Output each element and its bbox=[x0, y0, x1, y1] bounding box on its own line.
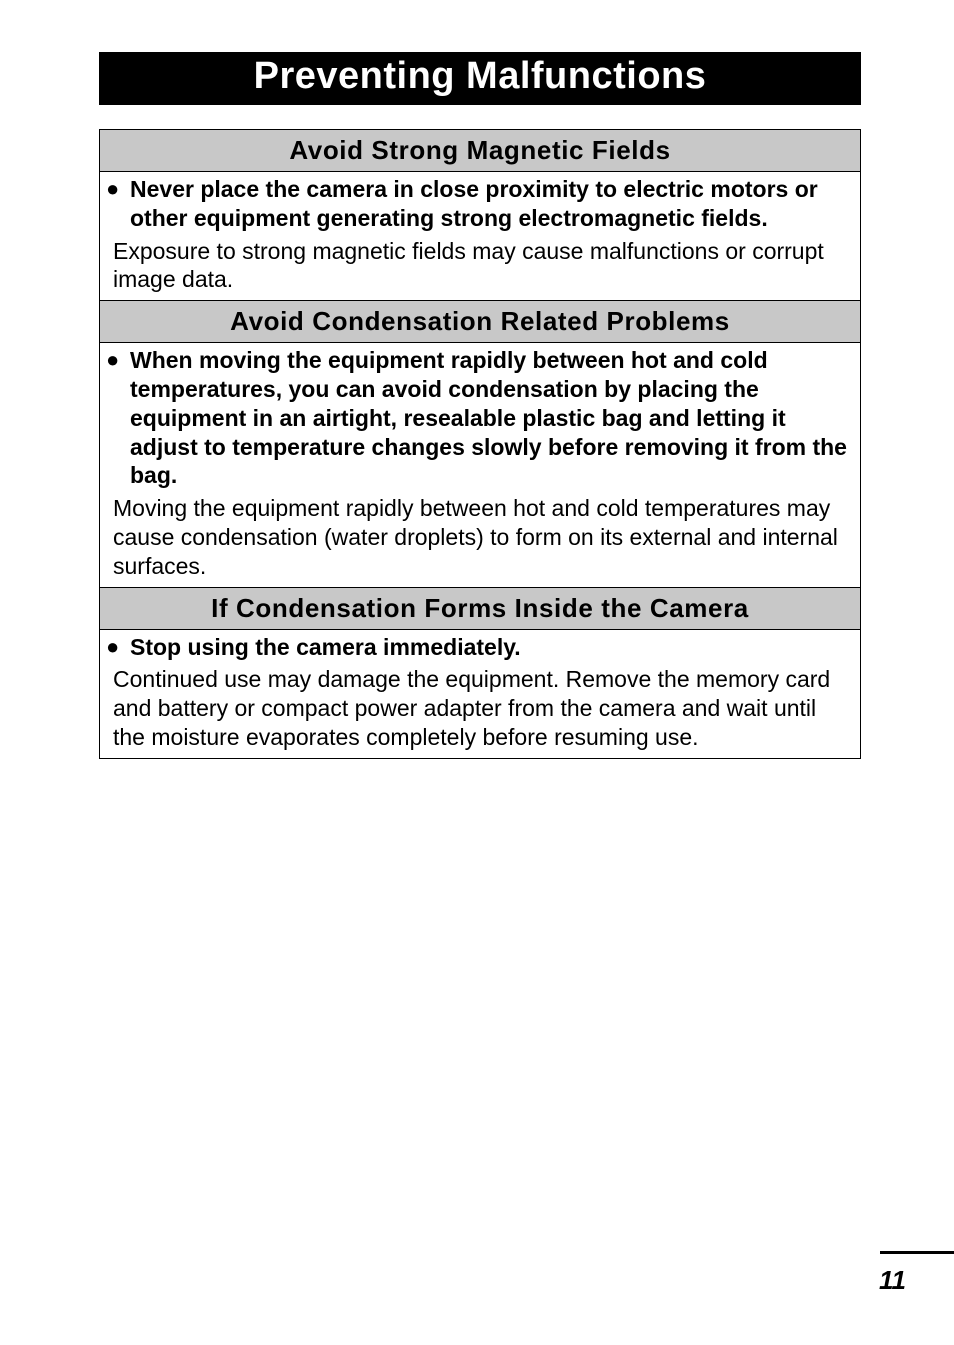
bullet-dot-icon: ● bbox=[106, 633, 120, 659]
section-header-condensation-inside: If Condensation Forms Inside the Camera bbox=[100, 588, 860, 630]
section-body-magnetic-fields bbox=[100, 172, 860, 301]
bullet-item bbox=[106, 346, 852, 490]
bullet-text: When moving the equipment rapidly between hot and cold temperatures, you can avoid condensation by placing the equipment in an airtight, resealable plastic bag and letting it adjust to temperature changes slowly before removing it from the bag. bbox=[130, 347, 847, 489]
bullet-dot-icon: ● bbox=[106, 176, 120, 201]
section-body-condensation bbox=[100, 343, 860, 587]
page-number: 11 bbox=[879, 1265, 906, 1295]
bullet-text: Stop using the camera immediately. bbox=[130, 633, 521, 660]
bullet-dot-icon: ● bbox=[106, 347, 120, 373]
note-text: Continued use may damage the equipment. Remove the memory card and battery or compact power adapter from the camera and wait until the moisture evaporates completely before resuming use. bbox=[113, 666, 831, 750]
bullet-item bbox=[106, 633, 852, 662]
bullet-text: Never place the camera in close proximity to electric motors or other equipment generating strong electromagnetic fields. bbox=[130, 176, 818, 231]
section-body-condensation-inside bbox=[100, 630, 860, 758]
section-header-magnetic-fields: Avoid Strong Magnetic Fields bbox=[100, 130, 860, 172]
note-text: Moving the equipment rapidly between hot and cold temperatures may cause condensation (water droplets) to form on its external and internal surfaces. bbox=[113, 495, 838, 579]
page-number-rule bbox=[880, 1251, 954, 1254]
page-title: Preventing Malfunctions bbox=[99, 52, 861, 105]
note-text: Exposure to strong magnetic fields may cause malfunctions or corrupt image data. bbox=[113, 237, 824, 293]
section-header-condensation: Avoid Condensation Related Problems bbox=[100, 301, 860, 343]
bullet-item bbox=[106, 175, 852, 233]
precautions-box bbox=[99, 129, 861, 759]
